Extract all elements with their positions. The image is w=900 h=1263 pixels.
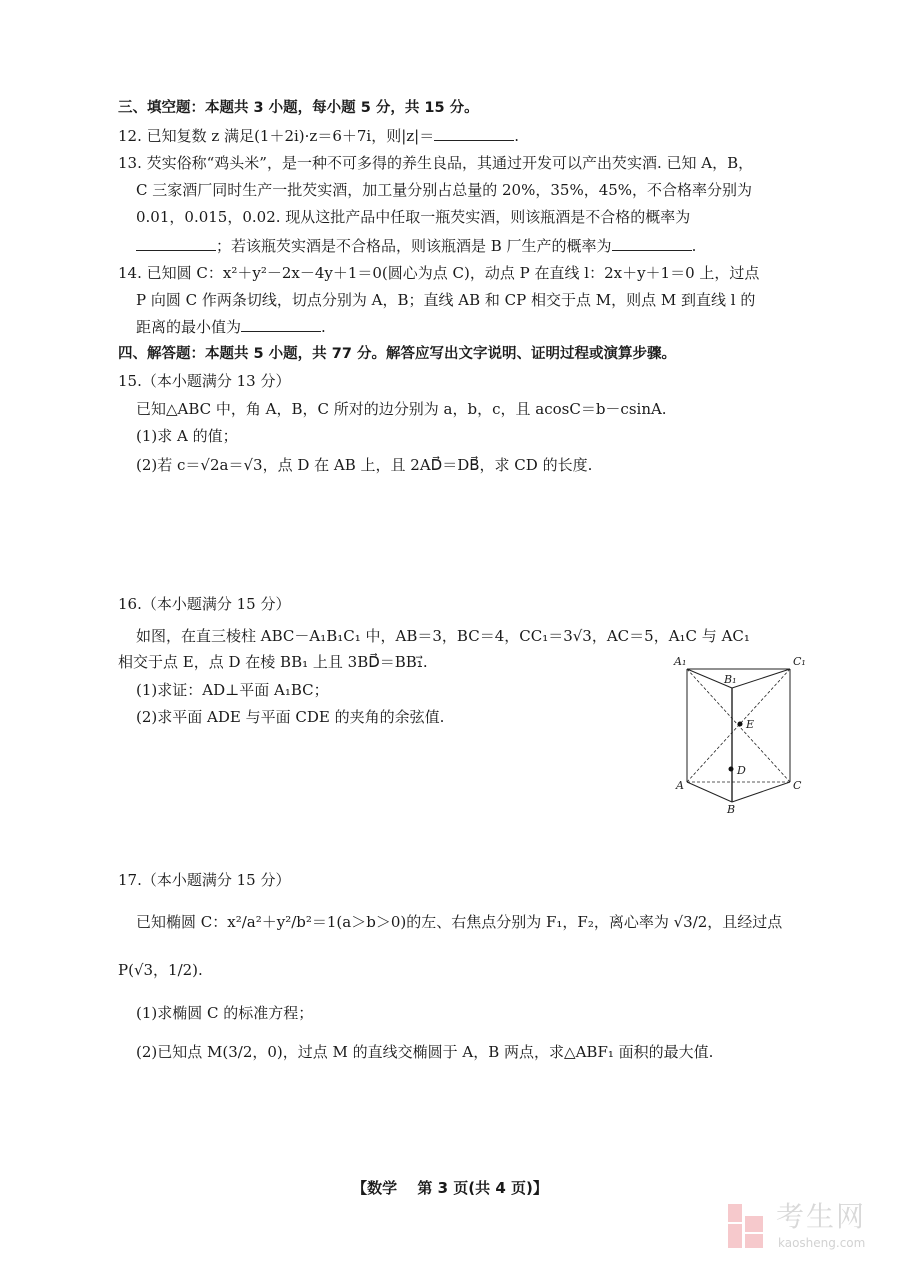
watermark-logo xyxy=(728,1202,888,1254)
q16-line1: 如图，在直三棱柱 ABC－A₁B₁C₁ 中，AB＝3，BC＝4，CC₁＝3√3，AC＝5，A₁C 与 AC₁ xyxy=(136,627,750,645)
label-b: B xyxy=(727,803,736,816)
period: . xyxy=(691,237,697,255)
q14-line3 xyxy=(136,317,326,337)
q15-part1: (1)求 A 的值； xyxy=(136,427,238,445)
q15-title: 15.（本小题满分 13 分） xyxy=(118,372,291,390)
period: . xyxy=(514,127,519,145)
label-a: A xyxy=(676,779,684,792)
q14-line2: P 向圆 C 作两条切线，切点分别为 A，B；直线 AB 和 CP 相交于点 M，则点 M 到直线 l 的 xyxy=(136,291,756,309)
label-e: E xyxy=(746,718,755,731)
prism-figure xyxy=(660,650,820,820)
watermark-mark-icon xyxy=(728,1202,766,1250)
q15-part2: (2)若 c＝√2a＝√3，点 D 在 AB 上，且 2AD⃗＝DB⃗，求 CD 的长度. xyxy=(136,456,593,474)
q15-stem: 已知△ABC 中，角 A，B，C 所对的边分别为 a，b，c，且 acosC＝b－csinA. xyxy=(136,400,667,418)
period: . xyxy=(321,318,326,336)
q17-title: 17.（本小题满分 15 分） xyxy=(118,871,291,889)
q17-part2: (2)已知点 M(3/2，0)，过点 M 的直线交椭圆于 A，B 两点，求△ABF₁ 面积的最大值. xyxy=(136,1043,714,1061)
q17-part1: (1)求椭圆 C 的标准方程； xyxy=(136,1004,314,1022)
q13-line4 xyxy=(136,236,696,256)
answer-blank[interactable] xyxy=(434,126,514,141)
q13-line4-text: ；若该瓶芡实酒是不合格品，则该瓶酒是 B 厂生产的概率为 xyxy=(216,237,612,255)
page-footer: 【数学 第 3 页(共 4 页)】 xyxy=(352,1179,548,1197)
q14-line1: 14. 已知圆 C：x²＋y²－2x－4y＋1＝0(圆心为点 C)，动点 P 在直线 l：2x＋y＋1＝0 上，过点 xyxy=(118,264,760,282)
answer-blank[interactable] xyxy=(241,317,321,332)
q17-line1: 已知椭圆 C：x²/a²＋y²/b²＝1(a＞b＞0)的左、右焦点分别为 F₁，F₂，离心率为 √3/2，且经过点 xyxy=(136,913,783,931)
q12-text: 12. 已知复数 z 满足(1＋2i)·z＝6＋7i，则|z|＝ xyxy=(118,127,435,145)
q14-line3-text: 距离的最小值为 xyxy=(136,318,242,336)
watermark-name: 考生网 xyxy=(776,1200,867,1233)
question-12 xyxy=(118,126,519,146)
q13-line1: 13. 芡实俗称“鸡头米”，是一种不可多得的养生良品，其通过开发可以产出芡实酒. 已知 A，B， xyxy=(118,154,754,172)
q17-line2: P(√3，1/2). xyxy=(118,961,203,979)
q13-line2: C 三家酒厂同时生产一批芡实酒，加工量分别占总量的 20%，35%，45%，不合格率分别为 xyxy=(136,181,753,199)
answer-blank[interactable] xyxy=(136,236,216,251)
answer-blank[interactable] xyxy=(612,236,692,251)
point-d xyxy=(729,767,734,772)
section4-heading: 四、解答题：本题共 5 小题，共 77 分。解答应写出文字说明、证明过程或演算步骤。 xyxy=(118,346,676,362)
label-d: D xyxy=(737,764,746,777)
q16-title: 16.（本小题满分 15 分） xyxy=(118,595,291,613)
watermark-url: kaosheng.com xyxy=(778,1236,866,1250)
label-a1: A₁ xyxy=(674,655,687,668)
q16-line2: 相交于点 E，点 D 在棱 BB₁ 上且 3BD⃗＝BB₁⃗. xyxy=(118,653,428,671)
label-b1: B₁ xyxy=(724,673,737,686)
label-c: C xyxy=(793,779,802,792)
point-e xyxy=(738,722,743,727)
section3-heading: 三、填空题：本题共 3 小题，每小题 5 分，共 15 分。 xyxy=(118,100,479,116)
q16-part2: (2)求平面 ADE 与平面 CDE 的夹角的余弦值. xyxy=(136,708,445,726)
q13-line3: 0.01，0.015，0.02. 现从这批产品中任取一瓶芡实酒，则该瓶酒是不合格的概率为 xyxy=(136,208,691,226)
q16-part1: (1)求证：AD⊥平面 A₁BC； xyxy=(136,681,329,699)
label-c1: C₁ xyxy=(793,655,806,668)
